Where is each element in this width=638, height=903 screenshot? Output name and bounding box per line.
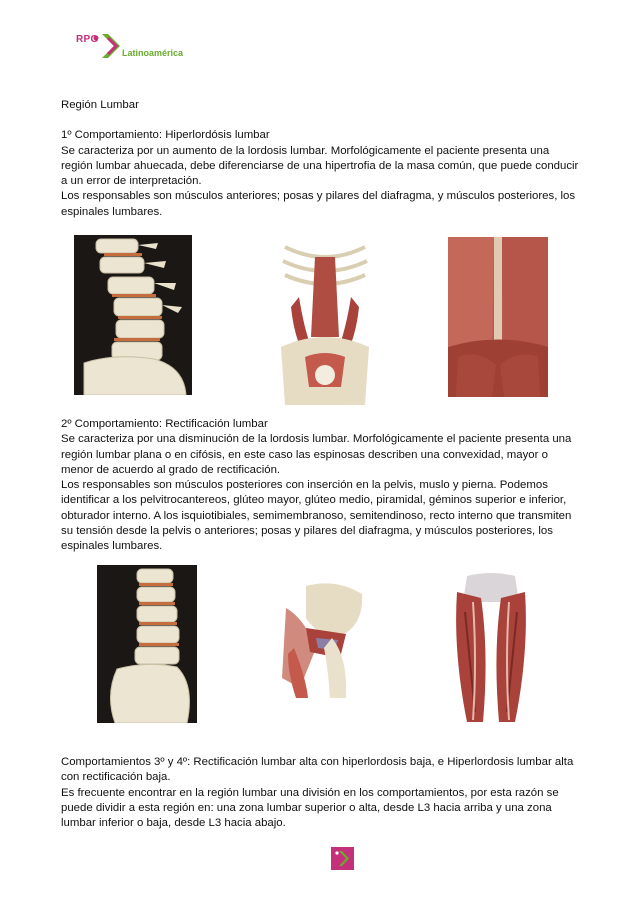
flat-spine-model-image bbox=[97, 565, 197, 723]
anterior-muscles-psoas-image bbox=[277, 237, 373, 405]
section1-paragraph: Los responsables son músculos anteriores; posas y pilares del diafragma, y músculos posteriores, los espinales lumbares. bbox=[61, 190, 576, 218]
section-hiperlordosis bbox=[61, 98, 581, 220]
hamstring-muscles-image bbox=[443, 572, 539, 728]
logo-brand-text: RPG bbox=[76, 34, 99, 45]
section3-heading: Comportamientos 3º y 4º: Rectificación lumbar alta con hiperlordosis baja, e Hiperlordosis lumbar alta con rectificación baja. bbox=[61, 756, 574, 784]
section-rectificacion bbox=[61, 417, 581, 555]
section1-heading: 1º Comportamiento: Hiperlordósis lumbar bbox=[61, 129, 270, 142]
rpg-logo bbox=[58, 28, 198, 72]
section-comportamientos-3-4 bbox=[61, 755, 581, 831]
section1-paragraph: Se caracteriza por un aumento de la lordosis lumbar. Morfológicamente el paciente presenta una región lumbar ahuecada, debe diferenciarse de una hipertrofia de la masa común, que puede conducir a un error de interpretación. bbox=[61, 144, 579, 188]
logo-region-text: Latinoamérica bbox=[122, 48, 184, 58]
pelvitrochanteric-muscles-image bbox=[276, 578, 366, 698]
region-title: Región Lumbar bbox=[61, 99, 139, 111]
footer-logo-icon bbox=[331, 847, 354, 870]
section3-paragraph: Es frecuente encontrar en la región lumbar una división en los comportamientos, por esta razón se puede dividir a esta región en: una zona lumbar superior o alta, desde L3 hacia arriba y una zona lumbar inferior o baja, desde L3 hacia abajo. bbox=[61, 786, 559, 830]
spine-model-image bbox=[74, 235, 192, 395]
section2-heading: 2º Comportamiento: Rectificación lumbar bbox=[61, 418, 268, 430]
section2-paragraph: Los responsables son músculos posteriores con inserción en la pelvis, muslo y pierna. Podemos identificar a los pelvitrocantereos, glúteo mayor, glúteo medio, piramidal, géminos superior e inferior, obturador interno. A los isquiotibiales, semimembranoso, semitendinoso, recto interno que transmiten su tensión desde la pelvis o anteriores; posas y pilares del diafragma, y músculos posteriores, los espinales lumbares. bbox=[61, 479, 572, 553]
section2-paragraph: Se caracteriza por una disminución de la lordosis lumbar. Morfológicamente el paciente presenta una región lumbar plana o en cifósis, en este caso las espinosas describen una convexidad, mayor o menor de acuerdo al grado de rectificación. bbox=[61, 433, 572, 476]
posterior-back-muscles-image bbox=[448, 237, 548, 397]
